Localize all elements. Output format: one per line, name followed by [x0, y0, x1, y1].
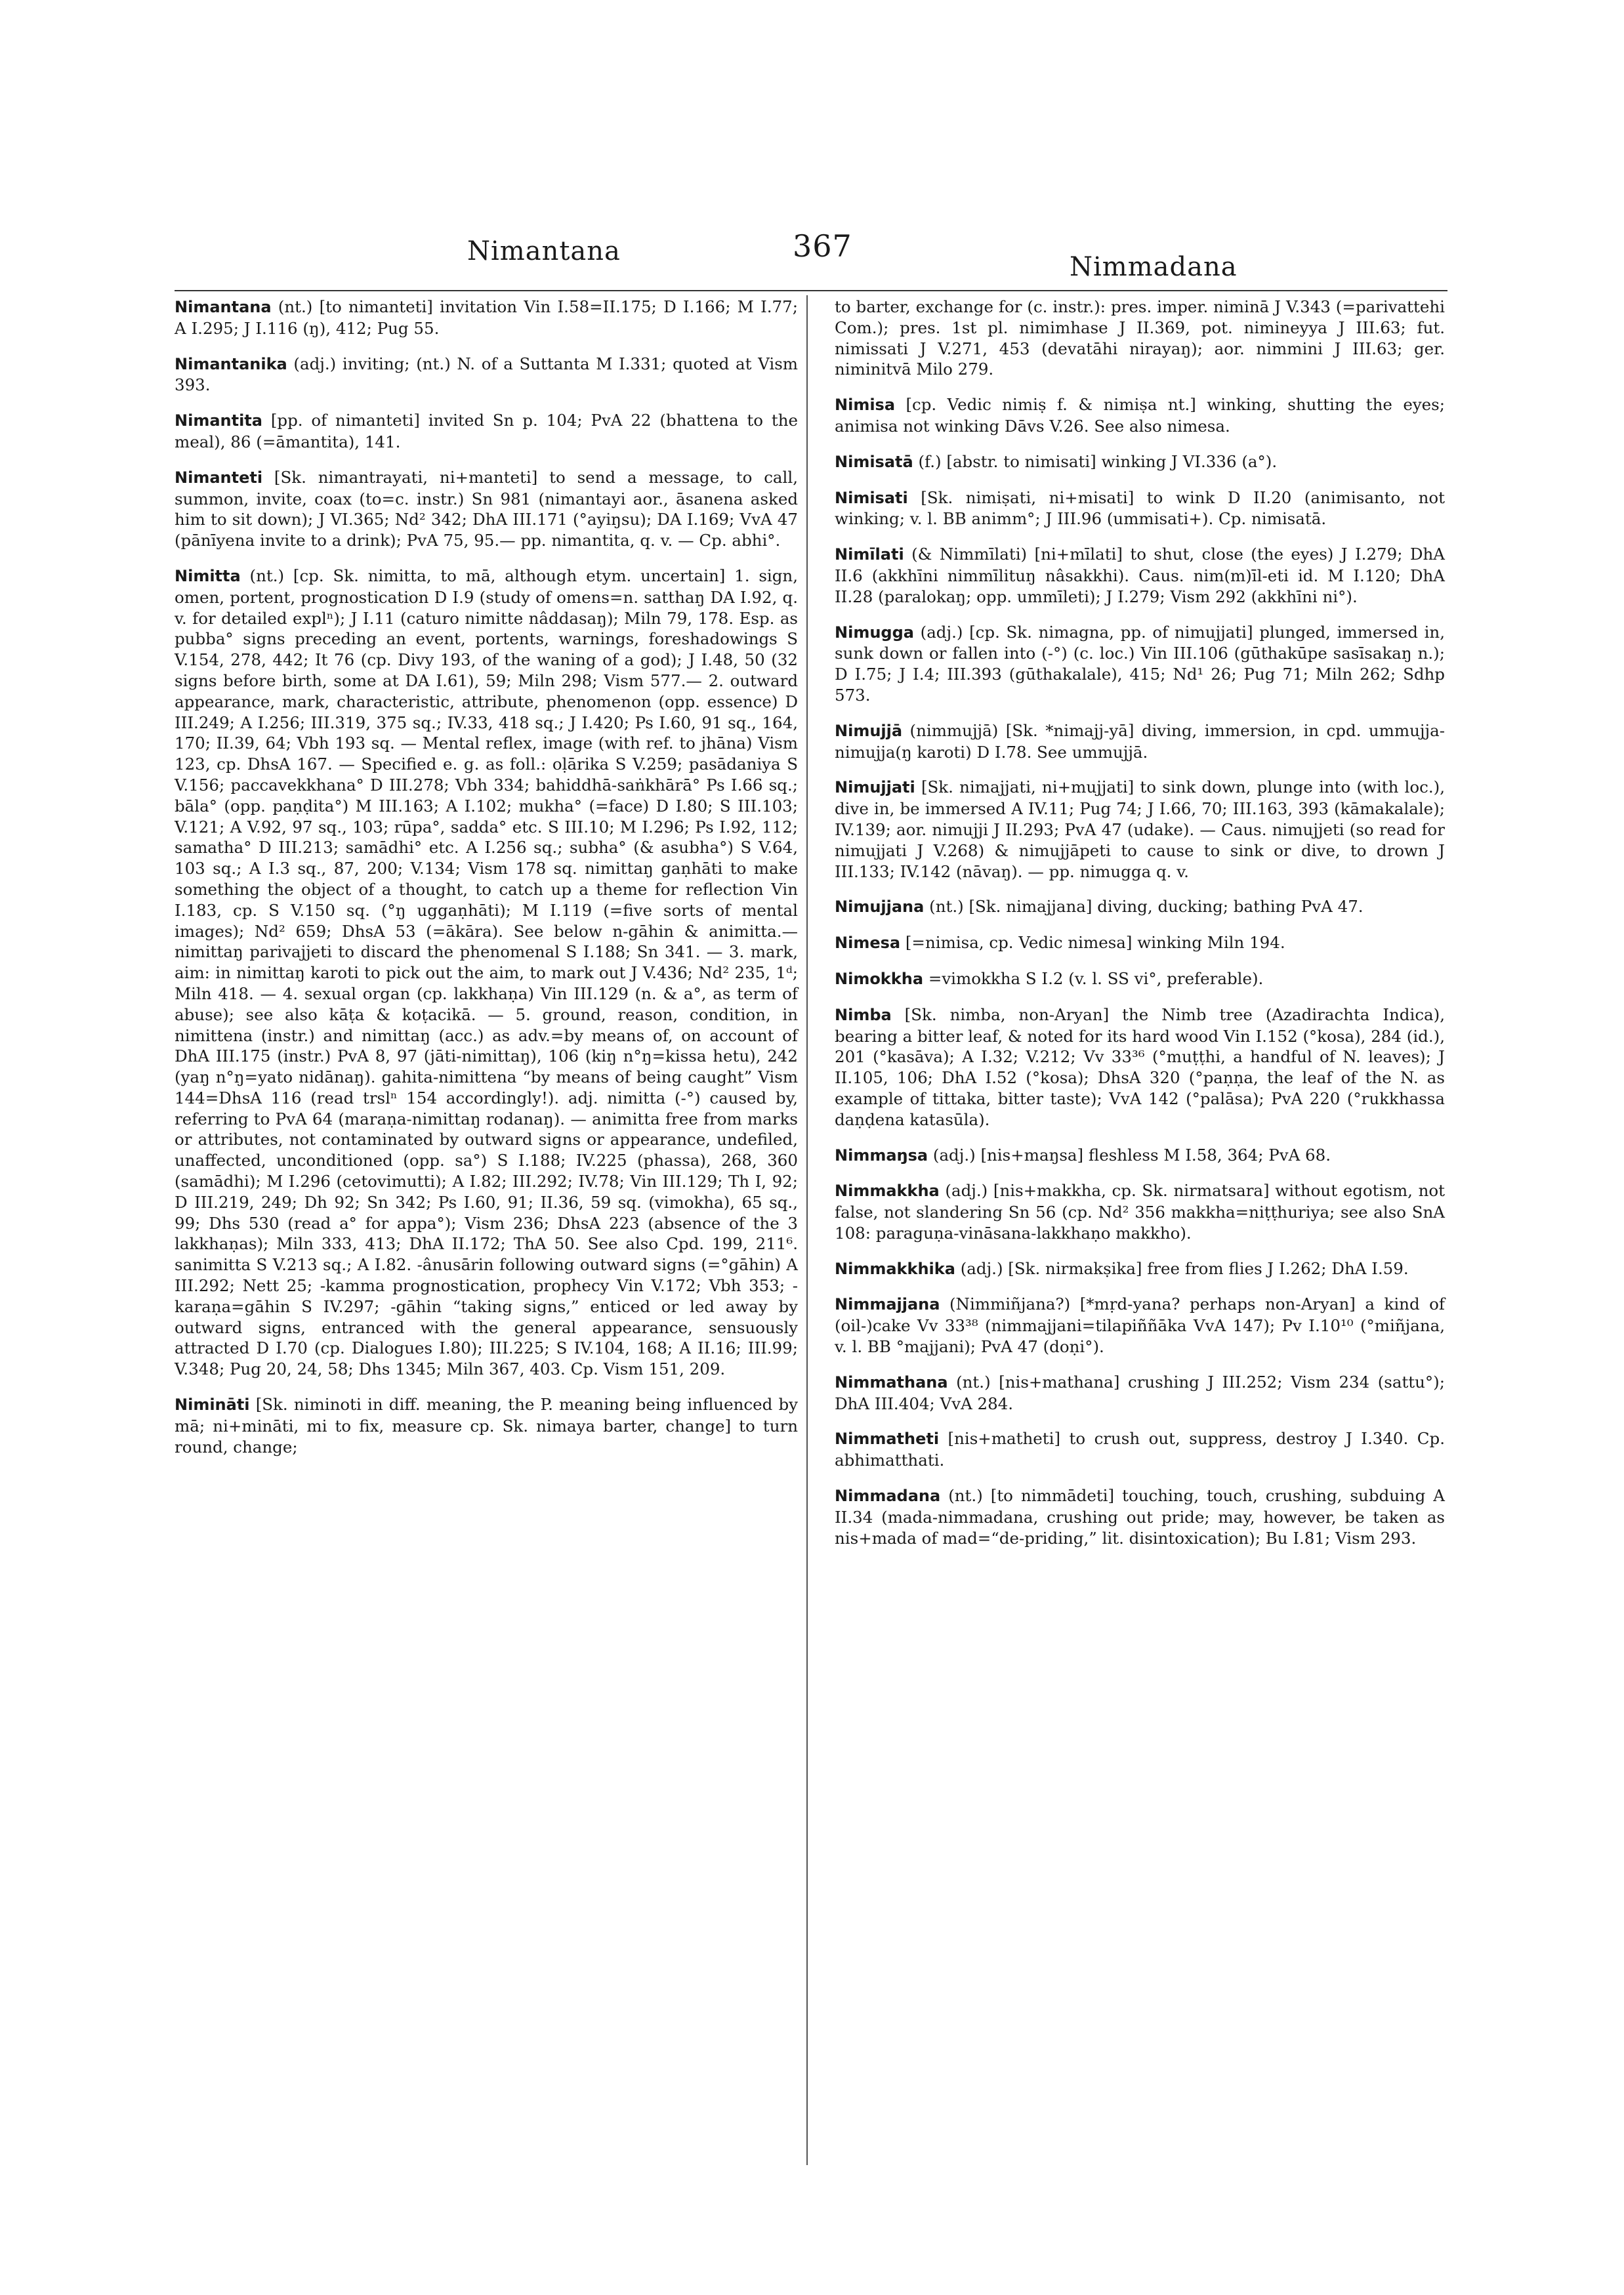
headword: Nimujjana — [835, 898, 925, 917]
entry-gap — [835, 1279, 1445, 1294]
dictionary-entry — [175, 1394, 798, 1457]
headword: Nimināti — [175, 1396, 250, 1415]
entry-gap — [835, 1357, 1445, 1372]
entry-text: (& Nimmīlati) [ni+mīlati] to shut, close (the eyes) J I.279; DhA II.6 (akkhīni nimmīlituŋ nâsakkhi). Caus. nim(m)īl-eti id. M I.120; DhA II.28 (paralokaŋ; opp. ummīleti); J I.279; Vism 292 (akkhīni ni°). — [835, 545, 1445, 606]
dictionary-entry — [835, 487, 1445, 530]
headword: Nimujjā — [835, 721, 903, 740]
entry-gap — [835, 1244, 1445, 1258]
headword: Nimmakkha — [835, 1182, 940, 1201]
page-number: 367 — [793, 228, 852, 264]
dictionary-entry — [835, 622, 1445, 706]
dictionary-entry — [835, 896, 1445, 918]
headword: Nimisatā — [835, 452, 913, 471]
entry-gap — [835, 882, 1445, 896]
headword: Nimisa — [835, 396, 896, 415]
entry-gap — [175, 551, 798, 566]
entry-text: (f.) [abstr. to nimisati] winking J VI.336 (a°). — [918, 451, 1278, 471]
entry-gap — [835, 380, 1445, 394]
entry-text: (adj.) [nis+maŋsa] fleshless M I.58, 364; PvA 68. — [932, 1145, 1331, 1165]
entry-gap — [835, 529, 1445, 544]
running-head-right: Nimmadana — [1070, 252, 1238, 282]
entry-text: (adj.) inviting; (nt.) N. of a Suttanta M I.331; quoted at Vism 393. — [175, 354, 799, 395]
dictionary-entry — [835, 297, 1445, 380]
left-column — [175, 297, 798, 1457]
right-column — [835, 297, 1445, 1548]
entry-text: [Sk. niminoti in diff. meaning, the P. meaning being influenced by mā; ni+mināti, mi to fix, measure cp. Sk. nimaya barter, change] to turn round, change; — [175, 1395, 798, 1457]
headword: Nimokkha — [835, 969, 924, 988]
headword: Nimantana — [175, 298, 272, 316]
entry-text: [=nimisa, cp. Vedic nimesa] winking Miln 194. — [905, 933, 1285, 953]
headword: Nimanteti — [175, 468, 263, 487]
entry-text: (Nimmiñjana?) [*mṛd-yana? perhaps non-Aryan] a kind of (oil-)cake Vv 33³⁸ (nimmajjani=tilapiññāka VvA 147); Pv I.10¹⁰ (°miñjana, v. l. BB °majjani); PvA 47 (doṇi°). — [835, 1294, 1445, 1357]
dictionary-entry — [835, 544, 1445, 607]
entry-text: (adj.) [cp. Sk. nimagna, pp. of nimujjati] plunged, immersed in, sunk down or fallen into (-°) (c. loc.) Vin III.106 (gūthakūpe sasīsakaŋ n.); D I.75; J I.4; III.393 (gūthakalale), 415; Nd¹ 26; Pug 71; Miln 262; Sdhp 573. — [835, 622, 1445, 705]
entry-gap — [175, 339, 798, 354]
entry-gap — [835, 918, 1445, 932]
entry-gap — [835, 762, 1445, 777]
entry-gap — [175, 1380, 798, 1394]
entry-gap — [835, 1130, 1445, 1145]
dictionary-entry — [835, 1145, 1445, 1167]
headword: Nimīlati — [835, 545, 904, 564]
entry-text: [Sk. nimiṣati, ni+misati] to wink D II.20 (animisanto, not winking; v. l. BB animm°; J III.96 (ummisati+). Cp. nimisatā. — [835, 487, 1445, 529]
headword: Nimitta — [175, 566, 241, 585]
dictionary-entry — [835, 720, 1445, 763]
dictionary-entry — [835, 1180, 1445, 1243]
entry-text: [cp. Vedic nimiṣ f. & nimiṣa nt.] winking, shutting the eyes; animisa not winking Dāvs V.26. See also nimesa. — [835, 395, 1445, 436]
headword: Nimba — [835, 1005, 892, 1024]
entry-text: (adj.) [Sk. nirmakṣika] free from flies J I.262; DhA I.59. — [960, 1258, 1409, 1278]
dictionary-entry — [835, 777, 1445, 882]
entry-text: (adj.) [nis+makkha, cp. Sk. nirmatsara] without egotism, not false, not slandering Sn 56 (cp. Nd² 356 makkha=niṭṭhuriya; see also SnA 108: paraguṇa-vināsana-lakkhaṇo makkho). — [835, 1181, 1445, 1243]
dictionary-entry — [175, 410, 798, 453]
entry-text: to barter, exchange for (c. instr.): pres. imper. niminā J V.343 (=parivattehi Com.); pres. 1st pl. nimimhase J II.369, pot. nimineyya J III.63; fut. nimissati J V.271, 453 (devatāhi nirayaŋ); aor. nimmini J III.63; ger. niminitvā Milo 279. — [835, 297, 1445, 379]
headword: Nimmadana — [835, 1487, 941, 1506]
entry-text: (nt.) [cp. Sk. nimitta, to mā, although etym. uncertain] 1. sign, omen, portent, prognostication D I.9 (study of omens=n. satthaŋ DA I.92, q. v. for detailed explⁿ); J I.11 (caturo nimitte nâddasaŋ); Miln 79, 178. Esp. as pubba° signs preceding an event, portents, warnings, foreshadowings S V.154, 278, 442; It 76 (cp. Divy 193, of the waning of a god); J I.48, 50 (32 signs before birth, some at DA I.61), 59; Miln 298; Vism 577.— 2. outward appearance, mark, characteristic, attribute, phenomenon (opp. essence) D III.249; A I.256; III.319, 375 sq.; IV.33, 418 sq.; J I.420; Ps I.60, 91 sq., 164, 170; II.39, 64; Vbh 193 sq. — Mental reflex, image (with ref. to jhāna) Vism 123, cp. DhsA 167. — Specified e. g. as foll.: oḷārika S V.259; pasādaniya S V.156; paccavekkhana° D III.278; Vbh 334; bahiddhā-saṅkhārā° Ps I.66 sq.; bāla° (opp. paṇḍita°) M III.163; A I.102; mukha° (=face) D I.80; S III.103; V.121; A V.92, 97 sq., 103; rūpa°, sadda° etc. S III.10; M I.296; Ps I.92, 112; samatha° D III.213; samādhi° etc. A I.256 sq.; subha° (& asubha°) S V.64, 103 sq.; A I.3 sq., 87, 200; V.134; Vism 178 sq. nimittaŋ gaṇhāti to make something the object of a thought, to catch up a theme for reflection Vin I.183, cp. S V.150 sq. (°ŋ uggaṇhāti); M I.119 (=five sorts of mental images); Nd² 659; DhsA 53 (=ākāra). See below n-gāhin & animitta.— nimittaŋ parivajjeti to discard the phenomenal S I.188; Sn 341. — 3. mark, aim: in nimittaŋ karoti to pick out the aim, to mark out J V.436; Nd² 235, 1ᵈ; Miln 418. — 4. sexual organ (cp. lakkhaṇa) Vin III.129 (n. & a°, as term of abuse); see also kāṭa & koṭacikā. — 5. ground, reason, condition, in nimittena (instr.) and nimittaŋ (acc.) as adv.=by means of, on account of DhA III.175 (instr.) PvA 8, 97 (jāti-nimittaŋ), 106 (kiŋ n°ŋ=kissa hetu), 242 (yaŋ n°ŋ=yato nidānaŋ). gahita-nimittena “by means of being caught” Vism 144=DhsA 116 (read trslⁿ 154 accordingly!). adj. nimitta (-°) caused by, referring to PvA 64 (maraṇa-nimittaŋ rodanaŋ). — animitta free from marks or attributes, not contaminated by outward signs or appearance, undefiled, unaffected, unconditioned (opp. sa°) S I.188; IV.225 (phassa), 268, 360 (samādhi); M I.296 (cetovimutti); A I.82; III.292; IV.78; Vin III.129; Th I, 92; D III.219, 249; Dh 92; Sn 342; Ps I.60, 91; II.36, 59 sq. (vimokha), 65 sq., 99; Dhs 530 (read a° for appa°); Vism 236; DhsA 223 (absence of the 3 lakkhaṇas); Miln 333, 413; DhA II.172; ThA 50. See also Cpd. 199, 211⁶. sanimitta S V.213 sq.; A I.82. -ânusārin following outward signs (=°gāhin) A III.292; Nett 25; -kamma prognostication, prophecy Vin V.172; Vbh 353; -karaṇa=gāhin S IV.297; -gāhin “taking signs,” enticed or led away by outward signs, entranced with the general appearance, sensuously attracted D I.70 (cp. Dialogues I.80); III.225; S IV.104, 168; A II.16; III.99; V.348; Pug 20, 24, 58; Dhs 1345; Miln 367, 403. Cp. Vism 151, 209. — [175, 566, 798, 1379]
dictionary-entry — [835, 1258, 1445, 1280]
entry-text: =vimokkha S I.2 (v. l. SS vi°, preferable). — [928, 968, 1264, 988]
entry-text: [nis+matheti] to crush out, suppress, destroy J I.340. Cp. abhimatthati. — [835, 1429, 1445, 1470]
entry-gap — [835, 706, 1445, 720]
entry-text: (nt.) [to nimmādeti] touching, touch, crushing, subduing A II.34 (mada-nimmadana, crushing out pride; may, however, be taken as nis+mada of mad=“de-priding,” lit. disintoxication); Bu I.81; Vism 293. — [835, 1486, 1445, 1548]
dictionary-entry — [175, 467, 798, 551]
running-head-left: Nimantana — [467, 236, 621, 266]
dictionary-entry — [835, 1004, 1445, 1130]
headword: Nimantanika — [175, 354, 287, 373]
headword: Nimmathana — [835, 1373, 948, 1392]
entry-text: (nimmujjā) [Sk. *nimajj-yā] diving, immersion, in cpd. ummujja-nimujja(ŋ karoti) D I.78. See ummujjā. — [835, 720, 1445, 762]
entry-gap — [835, 608, 1445, 622]
headword: Nimesa — [835, 934, 901, 953]
dictionary-entry — [835, 1294, 1445, 1357]
entry-gap — [175, 453, 798, 467]
headword: Nimmajjana — [835, 1295, 940, 1314]
dictionary-entry — [835, 394, 1445, 437]
header-rule — [175, 290, 1447, 291]
entry-gap — [835, 990, 1445, 1004]
headword: Nimantita — [175, 411, 262, 430]
entry-text: [Sk. nimba, non-Aryan] the Nimb tree (Azadirachta Indica), bearing a bitter leaf, & noted for its hard wood Vin I.152 (°kosa), 284 (id.), 201 (°kasāva); A I.32; V.212; Vv 33³⁶ (°muṭṭhi, a handful of N. leaves); J II.105, 106; DhA I.52 (°kosa); DhsA 320 (°paṇṇa, the leaf of the N. as example of tittaka, bitter taste); VvA 142 (°palāsa); PvA 220 (°rukkhassa daṇḍena katasūla). — [835, 1004, 1445, 1129]
headword: Nimmakkhika — [835, 1259, 955, 1278]
entry-gap — [835, 473, 1445, 487]
entry-text: [pp. of nimanteti] invited Sn p. 104; PvA 22 (bhattena to the meal), 86 (=āmantita), 141. — [175, 411, 798, 451]
entry-text: [Sk. nimajjati, ni+mujjati] to sink down, plunge into (with loc.), dive in, be immersed A IV.11; Pug 74; J I.66, 70; III.163, 393 (kāmakalale); IV.139; aor. nimujji J II.293; PvA 47 (udake). — Caus. nimujjeti (so read for nimujjati J V.268) & nimujjāpeti to cause to sink or dive, to drown J III.133; IV.142 (nāvaŋ). — pp. nimugga q. v. — [835, 777, 1445, 881]
dictionary-entry — [835, 932, 1445, 954]
entry-text: (nt.) [nis+mathana] crushing J III.252; Vism 234 (sattu°); DhA III.404; VvA 284. — [835, 1372, 1445, 1413]
headword: Nimmatheti — [835, 1430, 940, 1449]
column-divider — [806, 295, 808, 2165]
dictionary-entry — [835, 1428, 1445, 1471]
dictionary-entry — [175, 354, 798, 396]
headword: Nimisati — [835, 488, 908, 507]
entry-gap — [835, 1471, 1445, 1485]
entry-gap — [835, 1414, 1445, 1428]
dictionary-entry — [175, 297, 798, 339]
headword: Nimugga — [835, 623, 914, 642]
dictionary-entry — [835, 968, 1445, 990]
dictionary-entry — [835, 451, 1445, 473]
headword: Nimujjati — [835, 778, 915, 797]
headword: Nimmaŋsa — [835, 1146, 928, 1165]
dictionary-entry — [835, 1372, 1445, 1415]
entry-text: [Sk. nimantrayati, ni+manteti] to send a message, to call, summon, invite, coax (to=c. instr.) Sn 981 (nimantayi aor., āsanena asked him to sit down); J VI.365; Nd² 342; DhA III.171 (°ayiŋsu); DA I.169; VvA 47 (pānīyena invite to a drink); PvA 75, 95.— pp. nimantita, q. v. — Cp. abhi°. — [175, 467, 798, 550]
entry-text: (nt.) [Sk. nimajjana] diving, ducking; bathing PvA 47. — [929, 897, 1364, 917]
entry-gap — [835, 954, 1445, 968]
dictionary-entry — [835, 1485, 1445, 1548]
entry-text: (nt.) [to nimanteti] invitation Vin I.58=II.175; D I.166; M I.77; A I.295; J I.116 (ŋ), 412; Pug 55. — [175, 297, 798, 338]
dictionary-entry — [175, 566, 798, 1380]
entry-gap — [835, 1166, 1445, 1180]
entry-gap — [835, 437, 1445, 451]
entry-gap — [175, 396, 798, 410]
